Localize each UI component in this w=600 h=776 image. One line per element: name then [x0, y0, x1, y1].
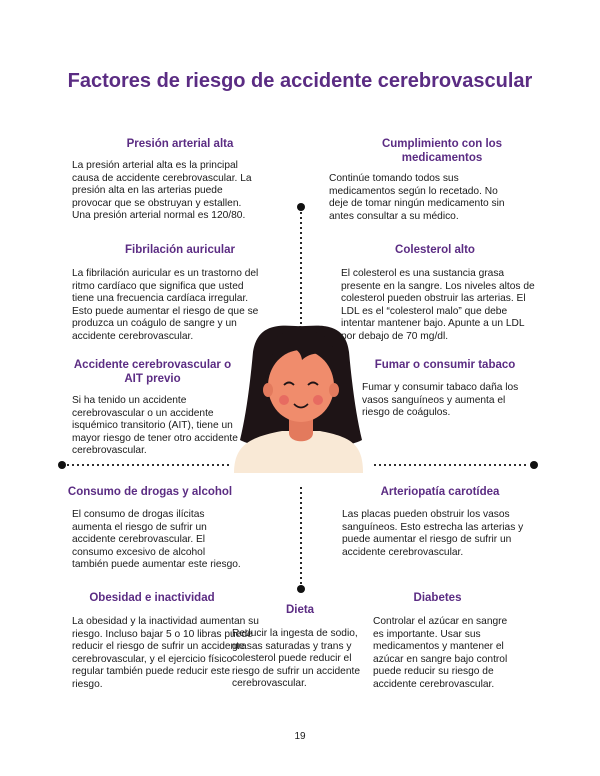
heading-diabetes: Diabetes — [413, 592, 462, 604]
page-title: Factores de riesgo de accidente cerebrovascular — [67, 70, 533, 92]
text-carotidea: Las placas pueden obstruir los vasos sanguíneos. Esto estrecha las arterias y puede aumentar el riesgo de sufrir un accidente cerebrovascular. — [342, 509, 524, 558]
text-diabetes: Controlar el azúcar en sangre es importante. Usar sus medicamentos y mantener el azúcar en sangre bajo control puede reducir su riesgo de accidente cerebrovascular. — [373, 616, 508, 690]
text-fibrilacion: La fibrilación auricular es un trastorno del ritmo cardíaco que significa que usted tiene una frecuencia cardíaca irregular. Esto puede aumentar el riesgo de que se produzca un coágulo de sangre y un accidente cerebrovascular. — [72, 268, 259, 342]
heading-colesterol: Colesterol alto — [395, 244, 475, 256]
text-ait: Si ha tenido un accidente cerebrovascular o un accidente isquémico transitorio (AIT), tiene un mayor riesgo de tener otro accidente cerebrovascular. — [72, 395, 238, 457]
text-dieta: Reducir la ingesta de sodio, grasas saturadas y trans y colesterol puede reducir el riesgo de sufrir un accidente cerebrovascular. — [232, 628, 360, 690]
text-medicamentos: Continúe tomando todos sus medicamentos según lo recetado. No deje de tomar ningún medicamento sin antes consultar a su médico. — [329, 173, 505, 222]
text-tabaco: Fumar y consumir tabaco daña los vasos sanguíneos y aumenta el riesgo de coágulos. — [362, 382, 519, 419]
ear-right — [329, 383, 339, 397]
cheek-left — [279, 395, 289, 405]
text-obesidad: La obesidad y la inactividad aumentan su riesgo. Incluso bajar 5 o 10 libras puede reducir el riesgo de sufrir un accidente cerebrovascular, y el ejercicio físico regular también puede reducir este riesgo. — [72, 616, 259, 690]
text-presion: La presión arterial alta es la principal causa de accidente cerebrovascular. La presión alta en las arterias puede provocar que se obstruyan y estallen. Una presión arterial normal es 120/80. — [72, 160, 252, 222]
cheek-right — [313, 395, 323, 405]
heading-carotidea: Arteriopatía carotídea — [380, 486, 500, 498]
page-number: 19 — [294, 731, 306, 742]
face — [268, 350, 334, 422]
heading-medicamentos: Cumplimiento con los medicamentos — [381, 138, 503, 164]
ear-left — [263, 383, 273, 397]
text-drogas: El consumo de drogas ilícitas aumenta el riesgo de sufrir un accidente cerebrovascular. El consumo excesivo de alcohol también puede aumentar este riesgo. — [72, 509, 241, 571]
heading-presion: Presión arterial alta — [126, 138, 234, 150]
heading-ait: Accidente cerebrovascular o AIT previo — [73, 359, 232, 385]
heading-drogas: Consumo de drogas y alcohol — [67, 486, 233, 498]
text-colesterol: El colesterol es una sustancia grasa presente en la sangre. Los niveles altos de colesterol pueden obstruir las arterias. El LDL es el “colesterol malo” que debe intentar mantener bajo. Apunte a un LDL por debajo de 70 mg/dl. — [341, 268, 535, 342]
heading-fibrilacion: Fibrilación auricular — [125, 244, 235, 256]
heading-tabaco: Fumar o consumir tabaco — [374, 359, 516, 371]
heading-dieta: Dieta — [285, 604, 315, 616]
heading-obesidad: Obesidad e inactividad — [89, 592, 215, 604]
